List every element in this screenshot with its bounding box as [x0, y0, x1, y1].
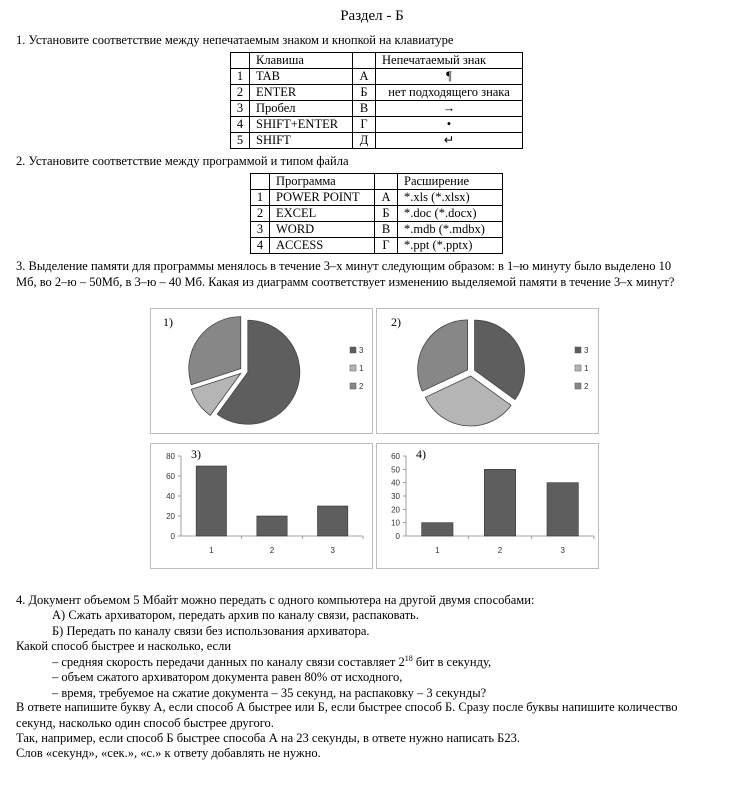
- bar-2: [257, 516, 287, 536]
- bar-2: [484, 469, 515, 536]
- table-header: Непечатаемый знак: [376, 53, 523, 69]
- table-cell: ↵: [376, 133, 523, 149]
- legend-swatch-3: [350, 347, 356, 353]
- option-a: А) Сжать архиватором, передать архив по каналу связи, распаковать.: [52, 608, 419, 622]
- bar-1: [422, 523, 453, 536]
- y-tick-label: 20: [391, 505, 400, 515]
- y-tick-label: 60: [166, 472, 175, 481]
- chart-1-panel: [150, 308, 373, 434]
- table-cell: В: [353, 101, 376, 117]
- legend-swatch-1: [575, 365, 581, 371]
- table-cell: *.mdb (*.mdbx): [398, 222, 503, 238]
- condition-1-post: бит в секунду,: [412, 655, 492, 670]
- question-3-line-2: Мб, во 2–ю – 50Мб, в 3–ю – 40 Мб. Какая из диаграмм соответствует изменению выделяемой памяти в течение 3–х минут?: [16, 275, 675, 289]
- pie-slice-2: [418, 320, 468, 391]
- table-cell: 2: [251, 206, 270, 222]
- legend-label: 1: [584, 364, 589, 373]
- chart-title: 1): [163, 315, 173, 329]
- table-cell: В: [375, 222, 398, 238]
- table-cell: нет подходящего знака: [376, 85, 523, 101]
- option-b: Б) Передать по каналу связи без использования архиватора.: [52, 624, 370, 638]
- y-tick-label: 60: [391, 452, 400, 461]
- table-cell: ACCESS: [270, 238, 375, 254]
- table-cell: *.doc (*.docx): [398, 206, 503, 222]
- table-cell: 5: [231, 133, 250, 149]
- condition-1-exponent: 18: [404, 654, 413, 663]
- table-header: Программа: [270, 174, 375, 190]
- chart-title: 3): [191, 447, 201, 461]
- table-cell: Г: [353, 117, 376, 133]
- y-tick-label: 0: [395, 532, 400, 541]
- y-tick-label: 20: [166, 512, 175, 521]
- table-cell: Г: [375, 238, 398, 254]
- bar-3: [318, 506, 348, 536]
- table-header: [353, 53, 376, 69]
- legend-label: 1: [359, 364, 364, 373]
- table-cell: TAB: [250, 69, 353, 85]
- table-header: Расширение: [398, 174, 503, 190]
- bar-1: [196, 466, 226, 536]
- table-cell: SHIFT+ENTER: [250, 117, 353, 133]
- condition-3: – время, требуемое на сжатие документа – 35 секунд, на распаковку – 3 секунды?: [52, 686, 487, 700]
- table-cell: 3: [231, 101, 250, 117]
- chart-2-panel: [376, 308, 599, 434]
- question-1-text: 1. Установите соответствие между непечатаемым знаком и кнопкой на клавиатуре: [16, 33, 454, 47]
- table-header-row: [251, 174, 503, 190]
- legend-swatch-1: [350, 365, 356, 371]
- legend-label: 2: [359, 382, 364, 391]
- table-row: [231, 101, 523, 117]
- legend-swatch-2: [575, 383, 581, 389]
- question-3-line-1: 3. Выделение памяти для программы менялось в течение 3–х минут следующим образом: в 1–ю минуту было выделено 10: [16, 259, 672, 273]
- table-row: [251, 206, 503, 222]
- y-tick-label: 40: [391, 478, 400, 488]
- table-cell: ¶: [376, 69, 523, 85]
- pie-chart-2: [377, 309, 598, 433]
- question-2-text: 2. Установите соответствие между программой и типом файла: [16, 154, 349, 168]
- table-cell: →: [376, 101, 523, 117]
- condition-1: [52, 654, 491, 670]
- legend-label: 3: [584, 346, 589, 355]
- table-cell: SHIFT: [250, 133, 353, 149]
- table-cell: 1: [231, 69, 250, 85]
- table-cell: 3: [251, 222, 270, 238]
- table-cell: Д: [353, 133, 376, 149]
- x-tick-label: 1: [209, 546, 214, 555]
- bar-chart-4: [377, 444, 598, 568]
- table-cell: 2: [231, 85, 250, 101]
- legend-label: 2: [584, 382, 589, 391]
- condition-1-pre: – средняя скорость передачи данных по каналу связи составляет 2: [52, 655, 405, 670]
- table-row: [231, 117, 523, 133]
- table-cell: 4: [251, 238, 270, 254]
- table-cell: 4: [231, 117, 250, 133]
- table-cell: WORD: [270, 222, 375, 238]
- question-4-intro: 4. Документ объемом 5 Мбайт можно передать с одного компьютера на другой двумя способами:: [16, 593, 535, 607]
- table-row: [231, 69, 523, 85]
- table-cell: Пробел: [250, 101, 353, 117]
- table-cell: А: [353, 69, 376, 85]
- chart-3-panel: [150, 443, 373, 569]
- table-row: [251, 222, 503, 238]
- table-cell: POWER POINT: [270, 190, 375, 206]
- legend-swatch-2: [350, 383, 356, 389]
- y-tick-label: 30: [391, 492, 400, 501]
- table-header: [251, 174, 270, 190]
- table-cell: •: [376, 117, 523, 133]
- bar-3: [547, 483, 578, 536]
- table-cell: 1: [251, 190, 270, 206]
- answer-note: Слов «секунд», «сек.», «с.» к ответу добавлять не нужно.: [16, 746, 321, 760]
- table-header: [231, 53, 250, 69]
- y-tick-label: 0: [170, 532, 175, 541]
- table-row: [231, 133, 523, 149]
- question-4-question: Какой способ быстрее и насколько, если: [16, 639, 232, 653]
- table-row: [231, 85, 523, 101]
- table-cell: *.xls (*.xlsx): [398, 190, 503, 206]
- table-header: [375, 174, 398, 190]
- pie-chart-1: [151, 309, 372, 433]
- section-title: Раздел - Б: [340, 8, 404, 24]
- answer-instructions-1: В ответе напишите букву А, если способ А быстрее или Б, если быстрее способ Б. Сразу после буквы напишите количество: [16, 700, 678, 714]
- answer-example: Так, например, если способ Б быстрее способа А на 23 секунды, в ответе нужно написать Б23.: [16, 731, 520, 745]
- chart-4-panel: [376, 443, 599, 569]
- table-cell: А: [375, 190, 398, 206]
- table-cell: Б: [375, 206, 398, 222]
- table-cell: *.ppt (*.pptx): [398, 238, 503, 254]
- legend-swatch-3: [575, 347, 581, 353]
- pie-slice-2: [189, 317, 241, 385]
- y-tick-label: 10: [391, 518, 400, 528]
- bar-chart-3: [151, 444, 372, 568]
- table-cell: EXCEL: [270, 206, 375, 222]
- table-header-row: [231, 53, 523, 69]
- y-tick-label: 50: [391, 465, 400, 475]
- table-row: [251, 238, 503, 254]
- x-tick-label: 3: [560, 546, 565, 555]
- x-tick-label: 2: [497, 546, 503, 555]
- y-tick-label: 80: [166, 452, 175, 461]
- answer-instructions-2: секунд, насколько один способ быстрее другого.: [16, 716, 274, 730]
- x-tick-label: 3: [330, 546, 335, 555]
- x-tick-label: 1: [435, 546, 440, 555]
- y-tick-label: 40: [166, 492, 175, 501]
- chart-title: 4): [416, 447, 426, 461]
- x-tick-label: 2: [269, 546, 275, 555]
- table-cell: Б: [353, 85, 376, 101]
- condition-2: – объем сжатого архиватором документа равен 80% от исходного,: [52, 670, 403, 684]
- keys-table: [230, 52, 523, 149]
- programs-table: [250, 173, 503, 254]
- table-cell: ENTER: [250, 85, 353, 101]
- legend-label: 3: [359, 346, 364, 355]
- chart-title: 2): [391, 315, 401, 329]
- table-header: Клавиша: [250, 53, 353, 69]
- table-row: [251, 190, 503, 206]
